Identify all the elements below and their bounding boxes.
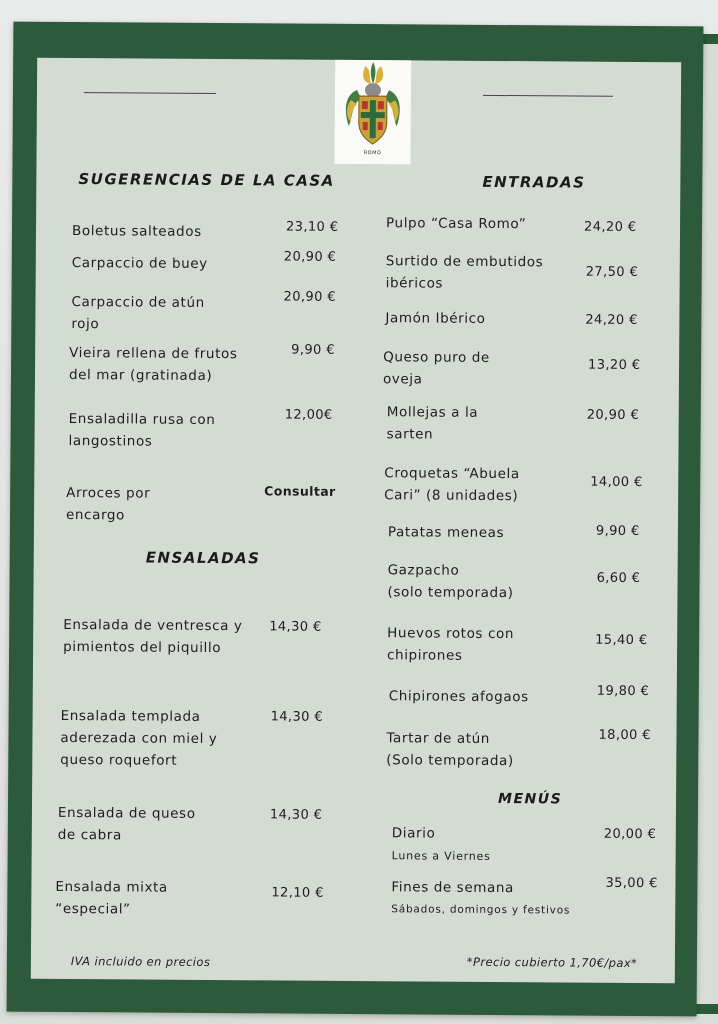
menu-item: Fines de semana xyxy=(391,879,514,897)
menu-item-price: 15,40 € xyxy=(595,632,648,649)
section-title-ensaladas: ENSALADAS xyxy=(145,548,261,568)
menu-item-price: 24,20 € xyxy=(585,312,638,328)
menu-item: Patatas meneas xyxy=(387,524,505,542)
header-rule-right xyxy=(483,95,613,97)
menu-item-price: 27,50 € xyxy=(585,264,639,280)
menu-item: Carpaccio de atún rojo xyxy=(71,294,205,333)
menu-item-price: 35,00 € xyxy=(605,875,658,892)
menu-item: Boletus salteados xyxy=(71,223,202,240)
menu-panel xyxy=(31,58,681,983)
menu-item-price: Consultar xyxy=(264,483,336,499)
menu-item: Ensalada de queso de cabra xyxy=(57,804,196,844)
crest-icon xyxy=(335,60,412,153)
section-title-menus: MENÚS xyxy=(497,791,563,808)
menu-item: Surtido de embutidos ibéricos xyxy=(385,253,544,292)
menu-item-price: 23,10 € xyxy=(285,219,339,235)
menu-item: Tartar de atún xyxy=(386,730,491,747)
menu-item: Pulpo “Casa Romo” xyxy=(386,215,527,233)
menu-item-price: 9,90 € xyxy=(595,523,640,539)
menu-item-note: (Solo temporada) xyxy=(386,752,514,770)
menu-item: Huevos rotos con chipirones xyxy=(386,625,515,664)
menu-item: Ensalada mixta “especial” xyxy=(55,878,168,918)
menu-item-price: 20,90 € xyxy=(586,407,640,423)
menu-item-price: 14,00 € xyxy=(590,474,643,491)
menu-item-price: 12,00€ xyxy=(284,407,333,423)
menu-item: Gazpacho xyxy=(387,562,460,579)
menu-item: Mollejas a la sarten xyxy=(386,404,479,443)
menu-item: Carpaccio de buey xyxy=(71,255,208,272)
menu-item-price: 14,30 € xyxy=(269,807,323,823)
menu-item-detail: Lunes a Viernes xyxy=(391,849,491,863)
menu-item: Ensalada de ventresca y pimientos del piquillo xyxy=(63,616,243,657)
menu-item-price: 9,90 € xyxy=(291,342,335,358)
footer-cubierto-note: *Precio cubierto 1,70€/pax* xyxy=(466,954,638,970)
menu-item-price: 20,90 € xyxy=(283,289,337,305)
section-title-sugerencias: SUGERENCIAS DE LA CASA xyxy=(78,170,335,190)
menu-item-price: 20,90 € xyxy=(283,249,337,265)
menu-item-detail: Sábados, domingos y festivos xyxy=(391,903,571,917)
menu-item-price: 6,60 € xyxy=(596,570,641,586)
menu-item-price: 24,20 € xyxy=(583,219,637,235)
menu-item: Ensalada templada aderezada con miel y queso roquefort xyxy=(60,707,218,769)
menu-item-price: 20,00 € xyxy=(603,826,657,843)
menu-item-note: (solo temporada) xyxy=(387,584,514,602)
menu-item-price: 14,30 € xyxy=(269,619,322,635)
menu-item: Jamón Ibérico xyxy=(385,310,486,327)
menu-item-price: 14,30 € xyxy=(270,709,324,725)
menu-card xyxy=(7,22,704,1017)
menu-item: Croquetas “Abuela Cari” (8 unidades) xyxy=(384,465,520,505)
menu-item-price: 12,10 € xyxy=(271,885,324,901)
menu-item: Queso puro de oveja xyxy=(382,349,490,388)
menu-item: Vieira rellena de frutos del mar (gratinada) xyxy=(68,345,238,384)
footer-iva-note: IVA incluido en precios xyxy=(70,954,211,970)
menu-item: Arroces por encargo xyxy=(65,484,151,524)
section-title-entradas: ENTRADAS xyxy=(482,172,586,192)
coat-of-arms-logo xyxy=(334,60,411,165)
crest-motto: ROMO xyxy=(363,150,382,157)
menu-item-price: 13,20 € xyxy=(588,357,641,373)
menu-item: Diario xyxy=(391,825,436,842)
menu-item: Ensaladilla rusa con langostinos xyxy=(68,410,216,450)
menu-item: Chipirones afogaos xyxy=(388,688,529,706)
menu-item-price: 18,00 € xyxy=(598,727,651,744)
menu-item-price: 19,80 € xyxy=(596,683,650,700)
header-rule-left xyxy=(84,92,216,94)
